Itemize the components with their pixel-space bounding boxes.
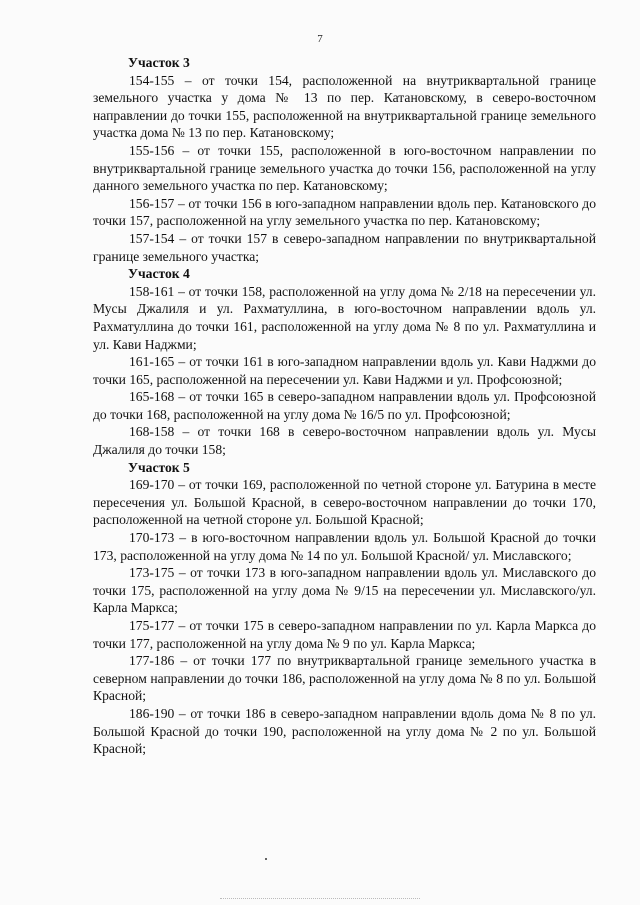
boundary-paragraph: 169-170 – от точки 169, расположенной по четной стороне ул. Батурина в месте пересечения ул. Большой Красной, в северо-восточном направлении до точки 170, расположенной на четной стороне ул. Большой Красной; bbox=[93, 477, 596, 528]
section-plot-5 bbox=[93, 459, 596, 758]
section-heading: Участок 3 bbox=[128, 55, 190, 70]
document-body bbox=[93, 54, 596, 758]
boundary-paragraph: 173-175 – от точки 173 в юго-западном направлении вдоль ул. Миславского до точки 175, расположенной на углу дома № 9/15 на пересечении ул. Миславского/ул. Карла Маркса; bbox=[93, 565, 596, 616]
section-plot-3 bbox=[93, 54, 596, 265]
scan-speck bbox=[265, 858, 267, 860]
boundary-paragraph: 177-186 – от точки 177 по внутриквартальной границе земельного участка в северном направлении до точки 186, расположенной на углу дома № 8 по ул. Большой Красной; bbox=[93, 653, 596, 704]
section-heading: Участок 4 bbox=[128, 266, 190, 282]
section-heading: Участок 5 bbox=[128, 459, 190, 475]
boundary-paragraph: 156-157 – от точки 156 в юго-западном направлении вдоль пер. Катановского до точки 157, расположенной на углу земельного участка по пер. Катановскому; bbox=[93, 195, 596, 229]
boundary-paragraph: 158-161 – от точки 158, расположенной на углу дома № 2/18 на пересечении ул. Мусы Джалиля и ул. Рахматуллина, в юго-восточном направлении вдоль ул. Рахматуллина до точки 161, расположенной на углу дома № 8 по ул. Рахматуллина и ул. Кави Наджми; bbox=[93, 283, 596, 352]
boundary-paragraph: 168-158 – от точки 168 в северо-восточном направлении вдоль ул. Мусы Джалиля до точки 158; bbox=[93, 424, 596, 458]
boundary-paragraph: 165-168 – от точки 165 в северо-западном направлении вдоль ул. Профсоюзной до точки 168, расположенной на углу дома № 16/5 по ул. Профсоюзной; bbox=[93, 389, 596, 422]
boundary-paragraph: 154-155 – от точки 154, расположенной на внутриквартальной границе земельного участка у дома № 13 по пер. Катановскому, в северо-восточном направлении до точки 155, расположенной на внутриквартальной границе земельного участка дома № 13 по пер. Катановскому; bbox=[93, 72, 596, 141]
scan-edge-noise bbox=[220, 898, 420, 902]
boundary-paragraph: 161-165 – от точки 161 в юго-западном направлении вдоль ул. Кави Наджми до точки 165, расположенной на пересечении ул. Кави Наджми и ул. Профсоюзной; bbox=[93, 354, 596, 387]
boundary-paragraph: 157-154 – от точки 157 в северо-западном направлении по внутриквартальной границе земельного участка; bbox=[93, 230, 596, 264]
boundary-paragraph: 170-173 – в юго-восточном направлении вдоль ул. Большой Красной до точки 173, расположенной на углу дома № 14 по ул. Большой Красной/ ул. Миславского; bbox=[93, 530, 596, 563]
boundary-paragraph: 186-190 – от точки 186 в северо-западном направлении вдоль дома № 8 по ул. Большой Красной до точки 190, расположенной на углу дома № 2 по ул. Большой Красной; bbox=[93, 705, 596, 757]
section-plot-4 bbox=[93, 265, 596, 459]
page-number: 7 bbox=[317, 33, 323, 45]
boundary-paragraph: 155-156 – от точки 155, расположенной в юго-восточном направлении по внутриквартальной границе земельного участка до точки 156, расположенной на углу данного земельного участка по пер. Катановскому; bbox=[93, 142, 596, 194]
boundary-paragraph: 175-177 – от точки 175 в северо-западном направлении по ул. Карла Маркса до точки 177, расположенной на углу дома № 9 по ул. Карла Маркса; bbox=[93, 618, 596, 651]
